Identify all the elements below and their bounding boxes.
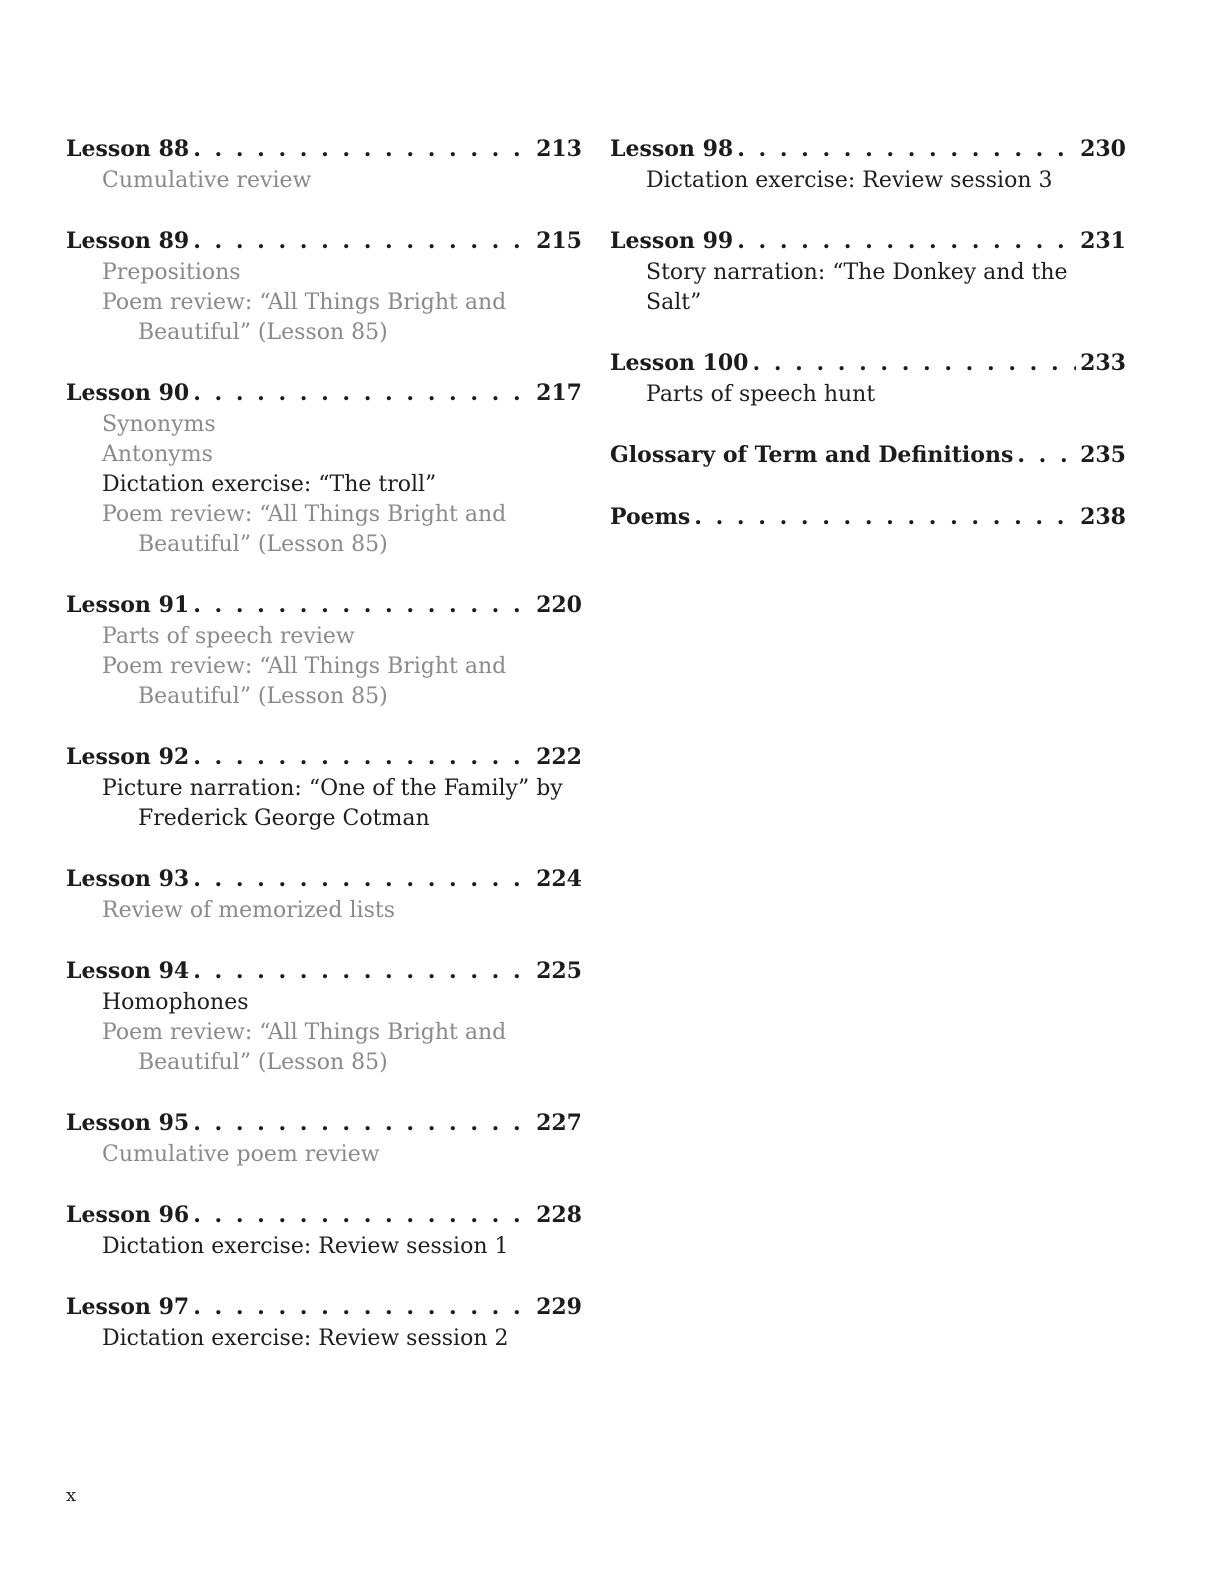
dot-leader bbox=[694, 501, 1076, 534]
toc-entry[interactable] bbox=[610, 347, 1126, 410]
entry-page-number: 229 bbox=[536, 1294, 582, 1320]
toc-entry-heading[interactable] bbox=[610, 225, 1126, 258]
toc-entry[interactable] bbox=[66, 589, 582, 712]
toc-entry-heading[interactable] bbox=[66, 1199, 582, 1232]
dot-leader bbox=[753, 347, 1077, 380]
entry-page-number: 224 bbox=[536, 866, 582, 892]
dot-leader bbox=[193, 377, 532, 410]
entry-subtopic: Dictation exercise: “The troll” bbox=[102, 472, 437, 497]
entry-subtopic: Dictation exercise: Review session 3 bbox=[646, 168, 1053, 193]
entry-subtopic: Poem review: “All Things Bright and Beautiful” (Lesson 85) bbox=[102, 290, 507, 345]
dot-leader bbox=[193, 1291, 532, 1324]
dot-leader bbox=[193, 741, 532, 774]
toc-entry[interactable] bbox=[66, 1291, 582, 1354]
toc-entry-heading[interactable] bbox=[66, 741, 582, 774]
toc-entry[interactable] bbox=[610, 225, 1126, 318]
entry-subtopic: Prepositions bbox=[102, 260, 241, 285]
toc-entry[interactable] bbox=[610, 439, 1126, 472]
dot-leader bbox=[1017, 439, 1076, 472]
entry-page-number: 213 bbox=[536, 136, 582, 162]
entry-subtopic: Picture narration: “One of the Family” by Frederick George Cotman bbox=[102, 776, 563, 831]
toc-entry[interactable] bbox=[66, 863, 582, 926]
toc-entry-heading[interactable] bbox=[66, 955, 582, 988]
entry-page-number: 231 bbox=[1080, 228, 1126, 254]
entry-title: Lesson 88 bbox=[66, 136, 190, 162]
entry-subtopic: Cumulative review bbox=[102, 168, 312, 193]
dot-leader bbox=[193, 1107, 532, 1140]
entry-subtopic: Cumulative poem review bbox=[102, 1142, 380, 1167]
toc-entry[interactable] bbox=[66, 955, 582, 1078]
dot-leader bbox=[193, 863, 532, 896]
toc-left-column bbox=[66, 133, 582, 1383]
entry-subtopic: Antonyms bbox=[102, 442, 213, 467]
entry-page-number: 227 bbox=[536, 1110, 582, 1136]
entry-title: Poems bbox=[610, 504, 691, 530]
entry-title: Lesson 97 bbox=[66, 1294, 190, 1320]
dot-leader bbox=[737, 133, 1076, 166]
toc-entry[interactable] bbox=[66, 225, 582, 348]
entry-page-number: 235 bbox=[1080, 442, 1126, 468]
toc-entry[interactable] bbox=[66, 377, 582, 560]
toc-right-column bbox=[610, 133, 1126, 563]
entry-page-number: 220 bbox=[536, 592, 582, 618]
entry-subtopic: Parts of speech hunt bbox=[646, 382, 876, 407]
entry-subtopic: Homophones bbox=[102, 990, 249, 1015]
entry-page-number: 225 bbox=[536, 958, 582, 984]
entry-title: Lesson 95 bbox=[66, 1110, 190, 1136]
entry-title: Lesson 96 bbox=[66, 1202, 190, 1228]
toc-entry-heading[interactable] bbox=[66, 863, 582, 896]
entry-title: Lesson 98 bbox=[610, 136, 734, 162]
entry-page-number: 228 bbox=[536, 1202, 582, 1228]
toc-entry-heading[interactable] bbox=[610, 501, 1126, 534]
entry-subtopic: Dictation exercise: Review session 1 bbox=[102, 1234, 509, 1259]
dot-leader bbox=[193, 1199, 532, 1232]
toc-entry[interactable] bbox=[610, 501, 1126, 534]
toc-entry-heading[interactable] bbox=[610, 133, 1126, 166]
toc-entry[interactable] bbox=[66, 133, 582, 196]
entry-subtopic: Review of memorized lists bbox=[102, 898, 395, 923]
dot-leader bbox=[193, 589, 532, 622]
entry-title: Lesson 100 bbox=[610, 350, 749, 376]
toc-entry-heading[interactable] bbox=[66, 1291, 582, 1324]
toc-entry-heading[interactable] bbox=[610, 347, 1126, 380]
entry-page-number: 238 bbox=[1080, 504, 1126, 530]
entry-title: Lesson 99 bbox=[610, 228, 734, 254]
toc-entry-heading[interactable] bbox=[66, 133, 582, 166]
toc-entry[interactable] bbox=[66, 1107, 582, 1170]
dot-leader bbox=[193, 955, 532, 988]
entry-page-number: 230 bbox=[1080, 136, 1126, 162]
entry-page-number: 233 bbox=[1080, 350, 1126, 376]
toc-entry-heading[interactable] bbox=[66, 1107, 582, 1140]
entry-page-number: 217 bbox=[536, 380, 582, 406]
entry-title: Glossary of Term and Definitions bbox=[610, 442, 1014, 468]
dot-leader bbox=[193, 225, 532, 258]
entry-subtopic: Story narration: “The Donkey and the Salt” bbox=[646, 260, 1068, 315]
entry-subtopic: Poem review: “All Things Bright and Beautiful” (Lesson 85) bbox=[102, 502, 507, 557]
dot-leader bbox=[737, 225, 1076, 258]
entry-page-number: 222 bbox=[536, 744, 582, 770]
entry-title: Lesson 92 bbox=[66, 744, 190, 770]
entry-title: Lesson 89 bbox=[66, 228, 190, 254]
entry-title: Lesson 94 bbox=[66, 958, 190, 984]
entry-subtopic: Dictation exercise: Review session 2 bbox=[102, 1326, 509, 1351]
page-number: x bbox=[66, 1485, 77, 1506]
entry-title: Lesson 90 bbox=[66, 380, 190, 406]
toc-entry-heading[interactable] bbox=[66, 225, 582, 258]
entry-title: Lesson 91 bbox=[66, 592, 190, 618]
toc-entry-heading[interactable] bbox=[610, 439, 1126, 472]
entry-page-number: 215 bbox=[536, 228, 582, 254]
toc-entry[interactable] bbox=[610, 133, 1126, 196]
dot-leader bbox=[193, 133, 532, 166]
toc-entry[interactable] bbox=[66, 741, 582, 834]
entry-subtopic: Poem review: “All Things Bright and Beautiful” (Lesson 85) bbox=[102, 654, 507, 709]
entry-subtopic: Parts of speech review bbox=[102, 624, 355, 649]
entry-subtopic: Synonyms bbox=[102, 412, 216, 437]
toc-entry[interactable] bbox=[66, 1199, 582, 1262]
toc-entry-heading[interactable] bbox=[66, 589, 582, 622]
toc-entry-heading[interactable] bbox=[66, 377, 582, 410]
entry-subtopic: Poem review: “All Things Bright and Beautiful” (Lesson 85) bbox=[102, 1020, 507, 1075]
entry-title: Lesson 93 bbox=[66, 866, 190, 892]
